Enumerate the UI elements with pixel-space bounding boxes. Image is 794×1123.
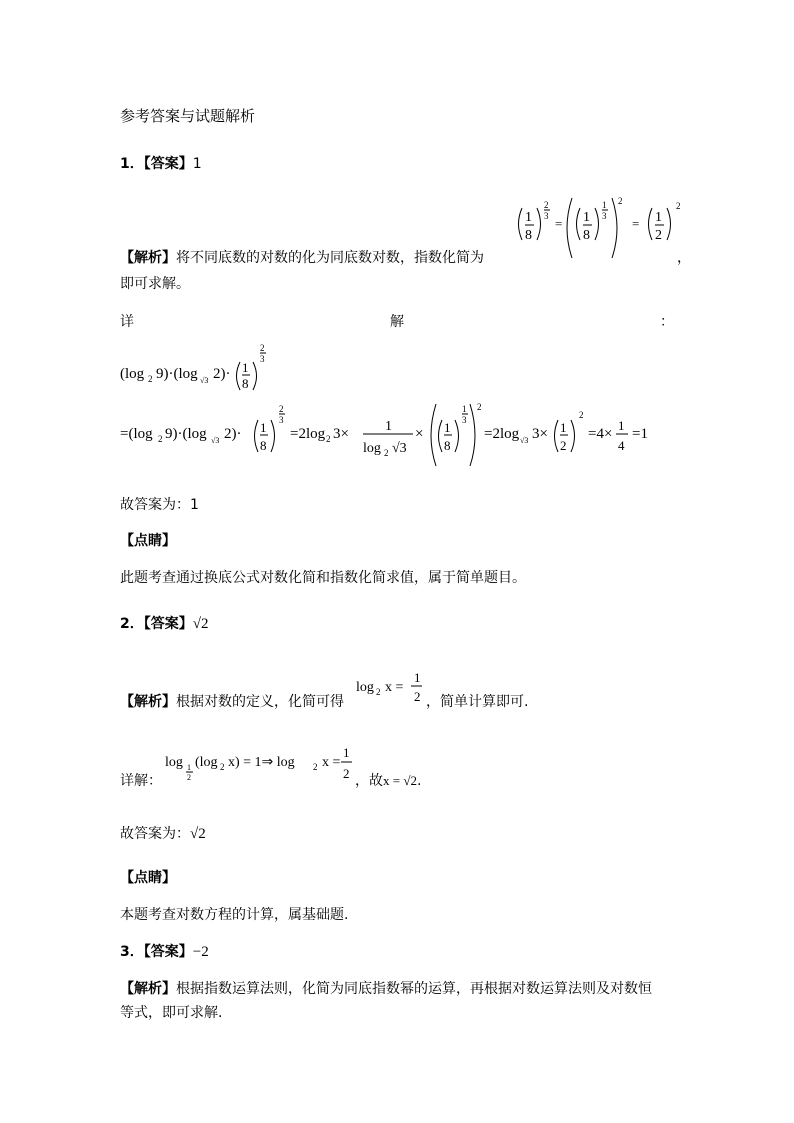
svg-text:1: 1 — [385, 419, 392, 434]
svg-text:8: 8 — [525, 228, 532, 243]
svg-text:=(log: =(log — [120, 426, 153, 442]
q2-comment-text: 本题考查对数方程的计算，属基础题. — [120, 907, 349, 923]
svg-text:8: 8 — [242, 376, 249, 391]
svg-text:3: 3 — [279, 415, 284, 425]
svg-text:2: 2 — [148, 374, 153, 384]
q1-comment-label: 【点睛】 — [120, 533, 176, 549]
svg-text:3: 3 — [602, 211, 607, 221]
svg-text:=: = — [632, 216, 640, 231]
svg-text:(log: (log — [120, 366, 145, 382]
svg-text:2: 2 — [477, 402, 482, 412]
svg-text:2: 2 — [326, 434, 331, 444]
svg-text:2: 2 — [158, 434, 163, 444]
svg-text:8: 8 — [260, 438, 267, 453]
svg-text:2: 2 — [579, 410, 584, 420]
svg-text:1: 1 — [414, 670, 421, 685]
svg-text:2)·: 2)· — [224, 426, 242, 442]
q2-answer: 2．【答案】√2 — [120, 616, 209, 632]
svg-text:1: 1 — [560, 420, 567, 435]
q1-solution-chain — [118, 400, 678, 470]
page-title: 参考答案与试题解析 — [120, 107, 256, 125]
svg-text:1: 1 — [187, 763, 191, 772]
q1-exponent-formula — [512, 195, 692, 265]
svg-text:1: 1 — [260, 420, 267, 435]
svg-text:3: 3 — [260, 354, 265, 364]
svg-text:1: 1 — [343, 745, 350, 760]
q1-detail-char-1: 详 — [120, 314, 134, 330]
svg-text:×: × — [415, 426, 424, 442]
q1-conclusion: 故答案为：1 — [120, 497, 199, 513]
q1-analysis-line2: 即可求解。 — [120, 276, 190, 292]
svg-text:=2log: =2log — [290, 426, 326, 442]
svg-text:2: 2 — [384, 448, 389, 458]
svg-text:1: 1 — [242, 360, 249, 375]
q1-expression — [120, 342, 290, 392]
svg-text:1: 1 — [462, 404, 467, 414]
svg-text:1: 1 — [602, 200, 607, 210]
svg-text:9)·(log: 9)·(log — [156, 366, 198, 382]
svg-text:=2log: =2log — [484, 426, 520, 442]
svg-text:=: = — [555, 216, 563, 231]
svg-text:2: 2 — [676, 201, 681, 211]
q2-conclusion: 故答案为：√2 — [120, 826, 206, 842]
svg-text:2: 2 — [313, 762, 318, 772]
svg-text:4: 4 — [618, 438, 625, 453]
svg-text:(log: (log — [195, 755, 218, 770]
svg-text:√3: √3 — [392, 441, 407, 456]
svg-text:2: 2 — [655, 228, 662, 243]
svg-text:3×: 3× — [532, 426, 548, 442]
q2-conclusion-value: √2 — [190, 826, 206, 842]
q2-comment-label: 【点睛】 — [120, 870, 176, 886]
svg-text:2: 2 — [544, 200, 549, 210]
q2-detail-x: x = √2 — [383, 773, 417, 788]
svg-text:log: log — [356, 680, 374, 695]
q2-detail-formula — [165, 742, 355, 787]
svg-text:9)·(log: 9)·(log — [165, 426, 207, 442]
svg-text:2: 2 — [260, 343, 265, 353]
svg-text:=4×: =4× — [588, 426, 613, 442]
svg-text:2: 2 — [414, 689, 421, 704]
svg-text:2: 2 — [618, 196, 623, 206]
svg-text:8: 8 — [583, 228, 590, 243]
svg-text:2: 2 — [343, 766, 350, 781]
svg-text:x =: x = — [385, 680, 404, 695]
svg-text:3×: 3× — [333, 426, 349, 442]
q3-analysis-line2: 等式，即可求解. — [120, 1005, 223, 1021]
svg-text:1: 1 — [618, 418, 625, 433]
svg-text:2)·: 2)· — [213, 366, 231, 382]
svg-text:8: 8 — [444, 438, 451, 453]
q2-analysis-formula — [356, 668, 426, 708]
svg-text:2: 2 — [560, 438, 567, 453]
svg-text:=1: =1 — [632, 426, 648, 442]
svg-text:3: 3 — [462, 415, 467, 425]
svg-text:x =: x = — [322, 755, 341, 770]
q1-analysis-tail: ， — [677, 250, 691, 266]
svg-text:1: 1 — [525, 210, 532, 225]
q3-answer: 3．【答案】−2 — [120, 944, 209, 960]
svg-text:√3: √3 — [211, 436, 220, 445]
svg-text:x) = 1⇒ log: x) = 1⇒ log — [228, 755, 295, 770]
q2-analysis: 【解析】根据对数的定义，化简可得 — [120, 694, 344, 710]
svg-text:2: 2 — [187, 773, 191, 782]
svg-text:3: 3 — [544, 211, 549, 221]
svg-text:1: 1 — [655, 210, 662, 225]
q2-detail-tail: ，故x = √2. — [355, 773, 422, 789]
svg-text:log: log — [363, 441, 381, 456]
q1-detail-char-2: 解 — [390, 314, 404, 330]
q3-analysis: 【解析】根据指数运算法则，化简为同底指数幂的运算，再根据对数运算法则及对数恒 — [120, 981, 652, 997]
svg-text:√3: √3 — [200, 376, 209, 385]
q1-answer: 1．【答案】1 — [120, 156, 202, 172]
svg-text:√3: √3 — [520, 436, 529, 445]
svg-text:1: 1 — [583, 210, 590, 225]
svg-text:2: 2 — [220, 762, 225, 772]
q1-analysis: 【解析】将不同底数的对数的化为同底数对数，指数化简为 — [120, 250, 484, 266]
svg-text:2: 2 — [279, 404, 284, 414]
q1-detail-char-3: ： — [660, 314, 674, 330]
q1-comment-text: 此题考查通过换底公式对数化简和指数化简求值，属于简单题目。 — [120, 570, 526, 586]
svg-text:1: 1 — [444, 420, 451, 435]
svg-text:log: log — [165, 755, 183, 770]
q2-analysis-tail: ，简单计算即可. — [426, 694, 529, 710]
svg-text:2: 2 — [376, 687, 381, 697]
q2-detail-label: 详解： — [120, 773, 162, 789]
